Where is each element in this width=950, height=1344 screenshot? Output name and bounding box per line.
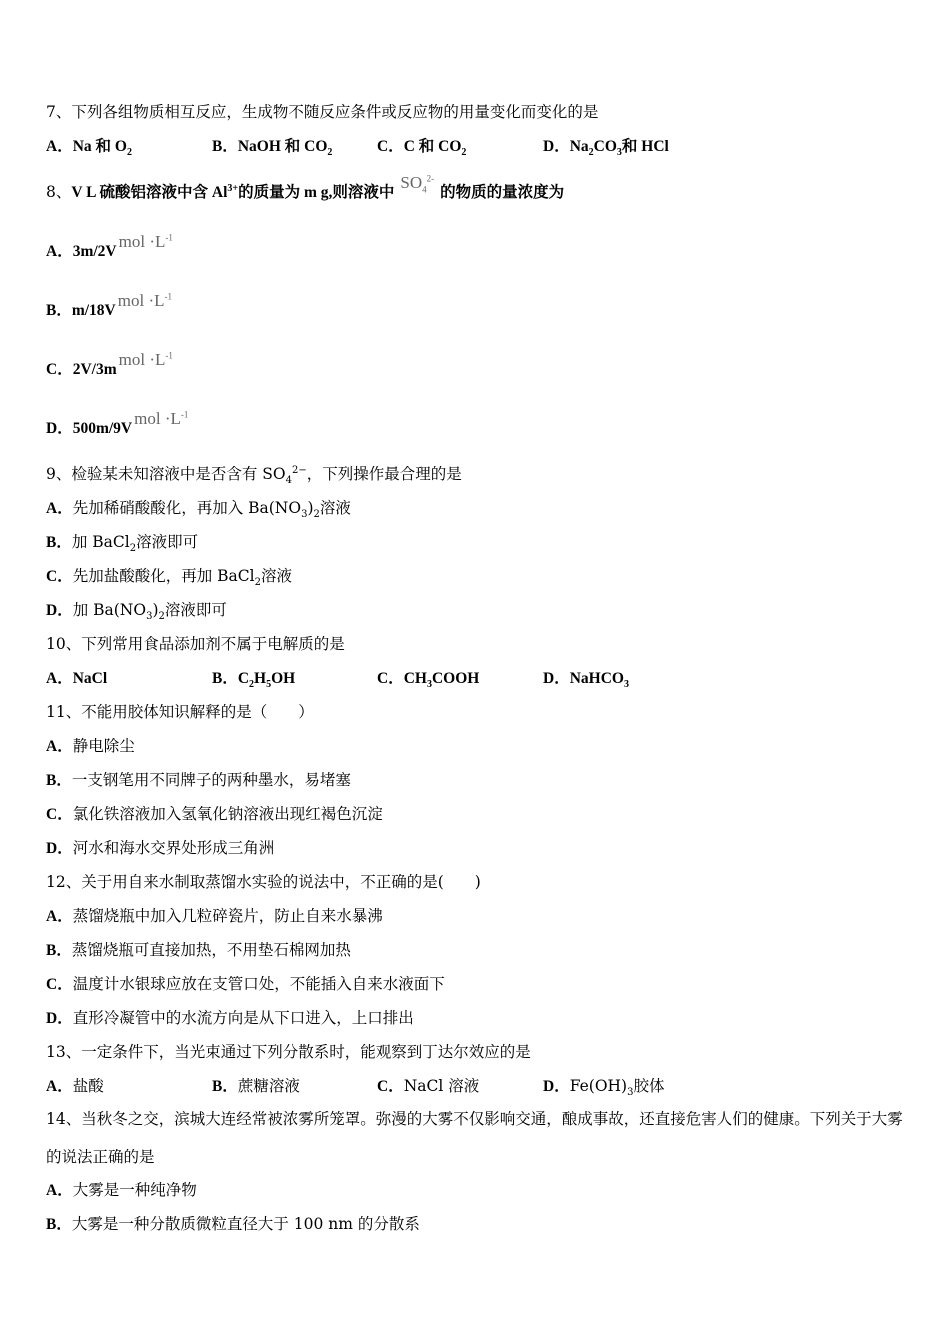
q10-option-d: D．NaHCO$_3$ [543,670,629,691]
q11-option-b: B．一支钢笔用不同牌子的两种墨水，易堵塞 [46,771,351,789]
q10-option-a: A．NaCl [46,670,108,687]
q9-option-a: A．先加稀硝酸酸化，再加入 $Ba(NO_3)_2$溶液 [46,499,351,521]
q11-option-c: C．氯化铁溶液加入氢氧化钠溶液出现红褐色沉淀 [46,805,383,823]
q12-option-c: C．温度计水银球应放在支管口处，不能插入自来水液面下 [46,975,445,993]
q8-option-a: A．3m/2Vmol $\cdot L^{-1}$ [46,232,173,260]
q13-option-c: C．NaCl 溶液 [377,1077,480,1095]
q7-option-d: D．$Na_2CO_3$和 HCl [543,138,669,159]
q7-option-b: B．NaOH 和 $CO_2$ [212,138,333,159]
question-8-stem: 8、V L 硫酸铝溶液中含 $Al^{3+}$的质量为 m g,则溶液中$SO_4^{2-}$的物质的量浓度为 [46,173,565,201]
question-10-stem: 10、下列常用食品添加剂不属于电解质的是 [46,635,345,653]
q7-option-a: A．Na 和 $O_2$ [46,138,132,159]
q10-option-c: C．$CH_3COOH$ [377,670,480,691]
q14-option-a: A．大雾是一种纯净物 [46,1181,197,1199]
q7-option-c: C．C 和 $CO_2$ [377,138,467,159]
q14-option-b: B．大雾是一种分散质微粒直径大于 100 nm 的分散系 [46,1215,420,1233]
question-7-stem: 7、下列各组物质相互反应，生成物不随反应条件或反应物的用量变化而变化的是 [46,103,599,121]
question-14-stem: 14、当秋冬之交，滨城大连经常被浓雾所笼罩。弥漫的大雾不仅影响交通，酿成事故，还直接危害人们的健康。下列关于大雾的说法正确的是 [46,1110,903,1166]
q8-option-c: C．2V/3mmol $\cdot L^{-1}$ [46,350,173,378]
question-9-stem: 9、检验某未知溶液中是否含有 $SO_4^{2-}$，下列操作最合理的是 [46,464,462,487]
q13-option-b: B．蔗糖溶液 [212,1077,300,1095]
q13-option-d: D．$Fe(OH)_3$胶体 [543,1077,665,1099]
q12-option-b: B．蒸馏烧瓶可直接加热，不用垫石棉网加热 [46,941,351,959]
q11-option-a: A．静电除尘 [46,737,135,755]
q8-option-b: B．m/18Vmol $\cdot L^{-1}$ [46,291,173,319]
q8-option-d: D．500m/9Vmol $\cdot L^{-1}$ [46,409,189,437]
q11-option-d: D．河水和海水交界处形成三角洲 [46,839,275,857]
question-11-stem: 11、不能用胶体知识解释的是（ ） [46,703,314,721]
q9-option-c: C．先加盐酸酸化，再加 BaCl$_2$溶液 [46,567,292,589]
question-12-stem: 12、关于用自来水制取蒸馏水实验的说法中，不正确的是( ) [46,873,481,891]
q10-option-b: B．$C_2H_5OH$ [212,670,296,691]
sulfate-formula: $SO_4^{2-}$ [400,173,435,195]
q12-option-d: D．直形冷凝管中的水流方向是从下口进入，上口排出 [46,1009,414,1027]
q12-option-a: A．蒸馏烧瓶中加入几粒碎瓷片，防止自来水暴沸 [46,907,383,925]
q9-option-b: B．加 BaCl$_2$溶液即可 [46,533,199,555]
q9-option-d: D．加 $Ba(NO_3)_2$溶液即可 [46,601,227,623]
question-13-stem: 13、一定条件下，当光束通过下列分散系时，能观察到丁达尔效应的是 [46,1043,531,1061]
q13-option-a: A．盐酸 [46,1077,104,1095]
